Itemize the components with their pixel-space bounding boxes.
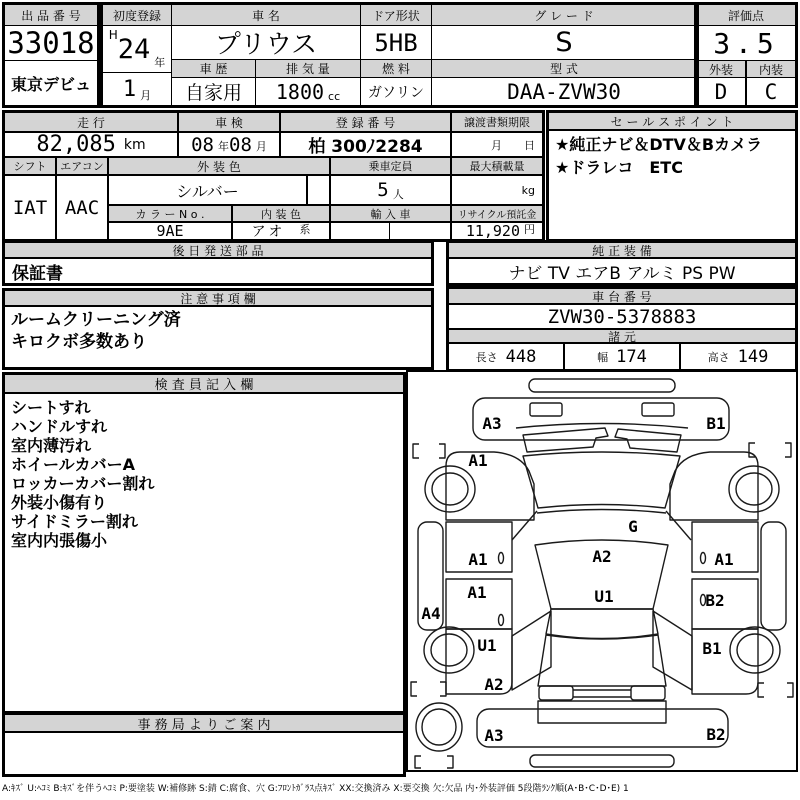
- rear-door-right: [692, 579, 758, 629]
- shift-label: シフト: [4, 157, 56, 175]
- inspector-note-line: 外装小傷有り: [11, 493, 108, 512]
- tail-light-right: [631, 686, 665, 700]
- auction-number: 33018: [4, 25, 98, 61]
- import-car-cell-2: [389, 222, 451, 240]
- inspector-notes-label: 検 査 員 記 入 欄: [4, 374, 404, 393]
- rear-wheel-right-inner: [737, 634, 773, 666]
- cautions-label: 注 意 事 項 欄: [4, 290, 432, 306]
- auction-number-label: 出 品 番 号: [4, 4, 98, 26]
- exterior-grade-label: 外装: [696, 60, 746, 78]
- factory-equipment-content: ナビ TV エアB アルミ PS PW: [448, 258, 796, 284]
- office-info-content: [4, 732, 404, 775]
- inspector-note-line: 室内薄汚れ: [11, 436, 92, 455]
- inspector-note-line: ハンドルすれ: [11, 417, 108, 436]
- inspector-note-line: 室内内張傷小: [11, 531, 108, 550]
- max-load-label: 最大積載量: [451, 157, 543, 175]
- sales-points: [548, 130, 796, 240]
- recycle-deposit: 11,920 円: [451, 222, 543, 240]
- rear-bumper: [477, 709, 728, 747]
- capacity: 5 人: [330, 175, 451, 205]
- door-handle: [499, 553, 504, 564]
- cautions: [4, 306, 432, 368]
- bracket-mark: [758, 683, 793, 697]
- rear-glass: [546, 609, 658, 639]
- damage-label: U1: [594, 587, 614, 606]
- c-pillar-left: [512, 611, 551, 690]
- damage-label: U1: [477, 636, 497, 655]
- damage-label: A3: [484, 726, 504, 745]
- door-handle: [499, 615, 504, 626]
- damage-label: A3: [482, 414, 502, 433]
- damage-label: A1: [468, 451, 488, 470]
- spare-tire-inner: [422, 709, 456, 745]
- registration-number: 柏 300ﾉ2284: [280, 132, 451, 157]
- damage-label: A2: [592, 547, 612, 566]
- damage-label: A4: [421, 604, 441, 623]
- front-wheel-left-inner: [432, 473, 468, 505]
- interior-color: アオ 系: [232, 222, 330, 240]
- max-load: kg: [451, 175, 543, 205]
- later-shipping-content: 保証書: [4, 258, 432, 284]
- damage-label: B1: [702, 639, 722, 658]
- damage-label: B2: [706, 725, 726, 744]
- spec-width: 幅 174: [564, 343, 680, 370]
- door-shape: 5HB: [360, 25, 432, 60]
- first-registration-year: H 24 年: [102, 25, 172, 73]
- era-mark: H: [108, 28, 118, 42]
- bracket-mark: [411, 682, 446, 696]
- legend-footer: A:ｷｽﾞ U:ﾍｺﾐ B:ｷｽﾞを伴うﾍｺﾐ P:要塗装 W:補修跡 S:錆 C:腐食、穴 G:ﾌﾛﾝﾄｶﾞﾗｽ点ｷｽﾞ XX:交換済み X:要交換 欠:欠品 内･外装評価 5段階ﾗﾝｸ順(A･B･C･D･E) 1: [2, 784, 629, 794]
- damage-diagram: [406, 370, 798, 772]
- sales-points-label: セ ー ル ス ポ イ ン ト: [548, 112, 796, 130]
- shift-value: IAT: [4, 175, 56, 240]
- recycle-deposit-label: リサイクル預託金: [451, 205, 543, 222]
- inspector-note-line: シートすれ: [11, 398, 91, 417]
- aircon-value: AAC: [56, 175, 108, 240]
- registration-number-label: 登 録 番 号: [280, 112, 451, 132]
- exterior-color-label: 外 装 色: [108, 157, 330, 175]
- hood-edge: [516, 424, 688, 429]
- fog-light-right: [642, 403, 674, 416]
- cowl-line: [537, 510, 666, 514]
- chassis-number: ZVW30-5378883: [448, 304, 796, 329]
- transfer-docs-label: 譲渡書類期限: [451, 112, 543, 132]
- shaken-label: 車 検: [178, 112, 280, 132]
- exterior-color: シルバー: [108, 175, 307, 205]
- car-name-label: 車 名: [171, 4, 361, 26]
- capacity-label: 乗車定員: [330, 157, 451, 175]
- grade: S: [431, 25, 697, 60]
- front-bumper: [473, 398, 729, 440]
- rear-plate: [530, 755, 674, 767]
- damage-label: A1: [714, 550, 734, 569]
- caution-line: キロクボ多数あり: [11, 332, 147, 352]
- rear-garnish: [573, 690, 631, 697]
- transfer-docs-value: 月 日: [451, 132, 543, 157]
- front-plate: [529, 379, 675, 392]
- import-car-label: 輸 入 車: [330, 205, 451, 222]
- exterior-color-code-cell: [307, 175, 330, 205]
- displacement: 1800 cc: [255, 77, 361, 106]
- interior-color-label: 内 装 色: [232, 205, 330, 222]
- auction-venue: 東京デビュ: [4, 60, 98, 106]
- rocker-right: [761, 522, 786, 630]
- windshield: [523, 452, 680, 508]
- aircon-label: エアコン: [56, 157, 108, 175]
- inspector-notes: [4, 393, 404, 712]
- damage-label: B1: [706, 414, 726, 433]
- inspector-note-line: ロッカーカバー割れ: [11, 474, 155, 493]
- model-code-label: 型 式: [431, 59, 697, 78]
- bracket-mark: [413, 444, 445, 458]
- later-shipping-label: 後 日 発 送 部 品: [4, 242, 432, 258]
- mileage: 82,085 km: [4, 132, 178, 157]
- import-car-cell-1: [330, 222, 390, 240]
- car-history-label: 車 歴: [171, 59, 256, 78]
- first-registration-label: 初度登録: [102, 4, 172, 26]
- color-no-label: カ ラ ー N o .: [108, 205, 232, 222]
- score-label: 評価点: [696, 4, 796, 26]
- c-pillar-right: [653, 611, 692, 690]
- displacement-label: 排 気 量: [255, 59, 361, 78]
- interior-grade-label: 内装: [746, 60, 796, 78]
- office-info-label: 事 務 局 よ り ご 案 内: [4, 714, 404, 732]
- tailgate-lower: [538, 701, 666, 723]
- damage-label: A2: [484, 675, 504, 694]
- car-name: プリウス: [171, 25, 361, 60]
- fold-lines: [512, 511, 691, 540]
- inspector-note-line: サイドミラー割れ: [11, 512, 138, 531]
- damage-label: G: [628, 517, 638, 536]
- tailgate: [538, 635, 666, 686]
- damage-label: A1: [468, 550, 488, 569]
- color-no: 9AE: [108, 222, 232, 240]
- inspector-note-line: ホイールカバーA: [11, 455, 136, 474]
- damage-label: A1: [467, 583, 487, 602]
- shaken-date: 08 年 08 月: [178, 132, 280, 157]
- spec-length: 長さ 448: [448, 343, 564, 370]
- bracket-mark: [749, 443, 791, 457]
- car-map: [408, 372, 796, 770]
- score: 3.5: [696, 25, 796, 61]
- door-handle: [701, 553, 706, 564]
- damage-label: B2: [705, 591, 725, 610]
- tail-light-left: [539, 686, 573, 700]
- specs-label: 諸 元: [448, 329, 796, 343]
- fog-light-left: [530, 403, 562, 416]
- model-code: DAA-ZVW30: [431, 77, 697, 106]
- grade-label: グ レ ー ド: [431, 4, 697, 26]
- interior-grade: C: [746, 77, 796, 106]
- chassis-number-label: 車 台 番 号: [448, 288, 796, 304]
- door-shape-label: ドア形状: [360, 4, 432, 26]
- exterior-grade: D: [696, 77, 746, 106]
- sales-point-line: ★ドラレコ ETC: [555, 158, 683, 177]
- spec-height: 高さ 149: [680, 343, 796, 370]
- car-history: 自家用: [171, 77, 256, 106]
- rear-wheel-left-inner: [431, 634, 467, 666]
- mileage-label: 走 行: [4, 112, 178, 132]
- first-registration-month: 1 月: [102, 72, 172, 106]
- spare-tire: [416, 703, 462, 751]
- front-wheel-right-inner: [736, 473, 772, 505]
- sales-point-line: ★純正ナビ＆DTV＆Bカメラ: [555, 135, 763, 154]
- caution-line: ルームクリーニング済: [11, 310, 181, 330]
- factory-equipment-label: 純 正 装 備: [448, 242, 796, 258]
- fuel: ガソリン: [360, 77, 432, 106]
- fuel-label: 燃 料: [360, 59, 432, 78]
- bracket-mark: [415, 756, 453, 768]
- car-outline: [411, 379, 793, 768]
